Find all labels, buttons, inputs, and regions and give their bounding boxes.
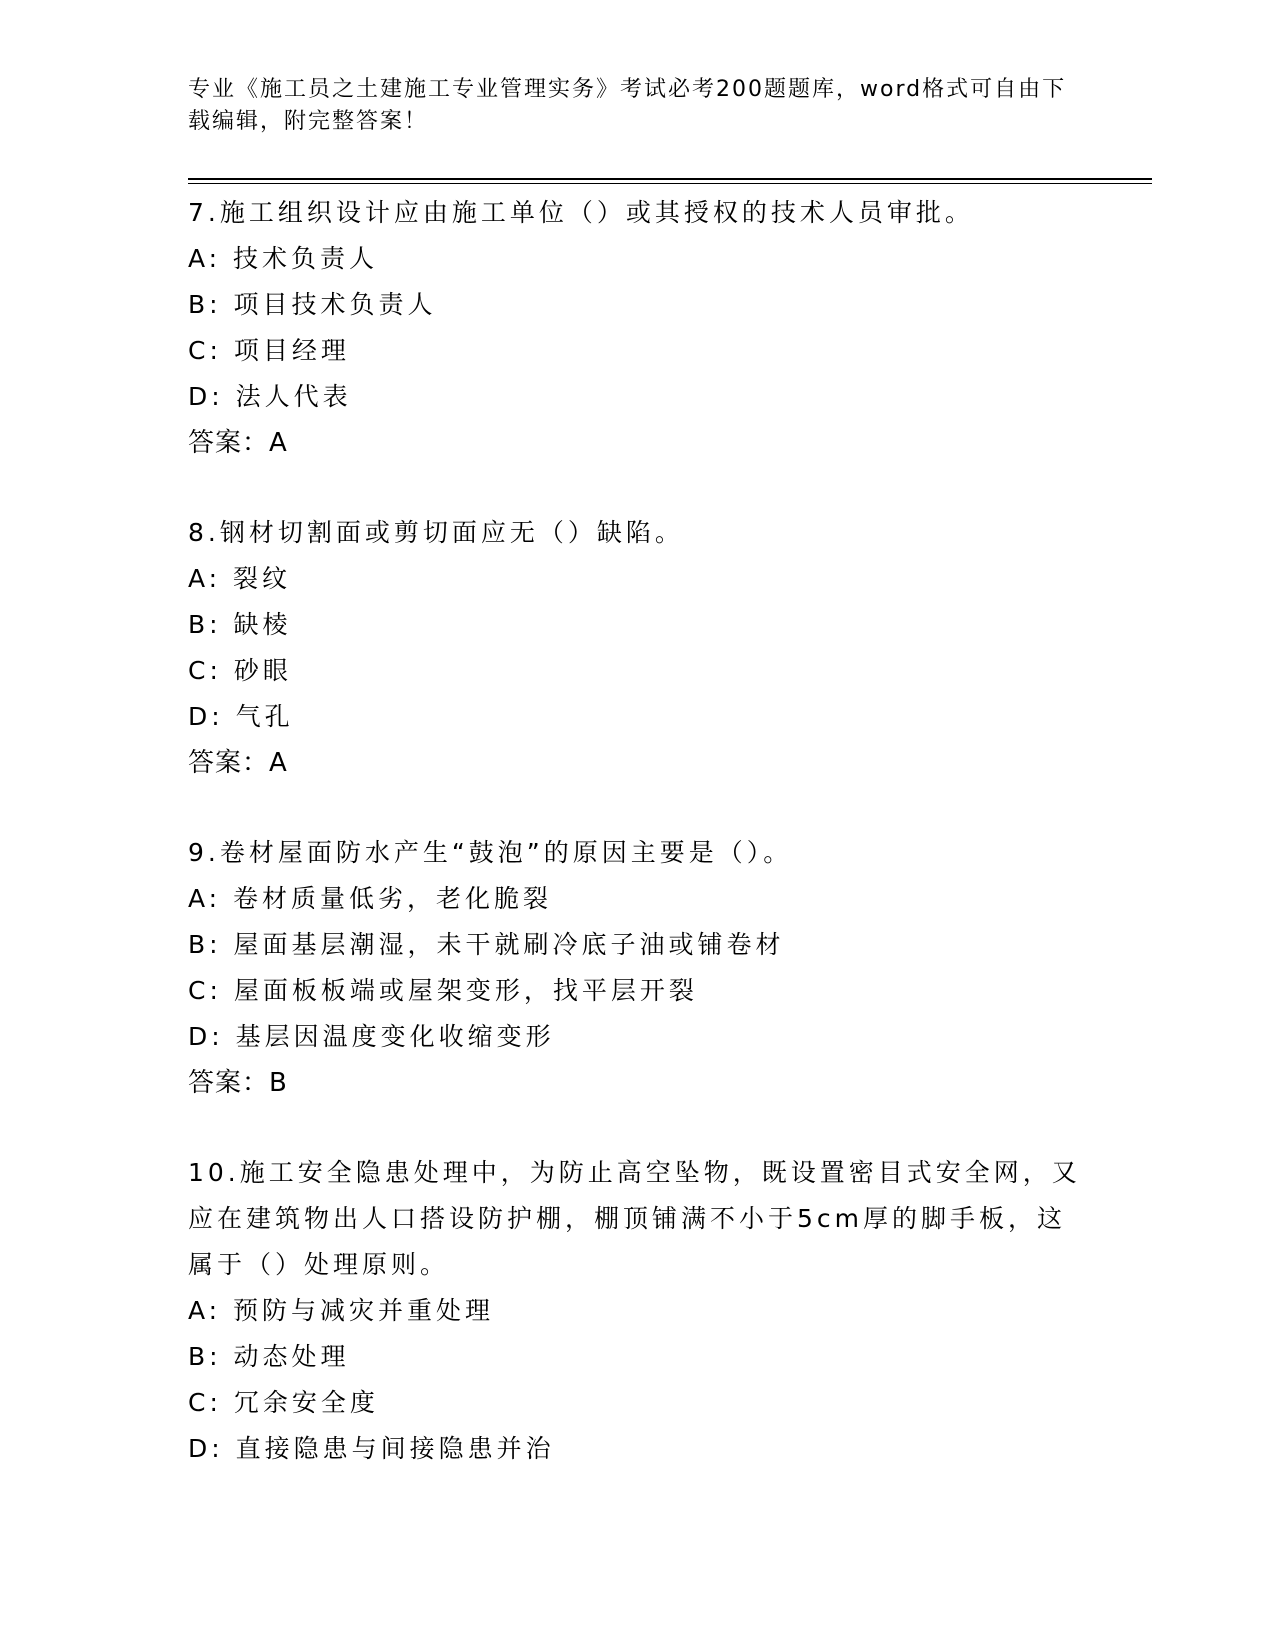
answer-line: 答案：A [188,428,288,458]
question-stem: 10.施工安全隐患处理中，为防止高空坠物，既设置密目式安全网，又应在建筑物出人口搭设防护棚，棚顶铺满不小于5cm厚的脚手板，这属于（）处理原则。 [188,1158,1081,1279]
option-d: D: 法人代表 [188,382,352,411]
option-c: C: 项目经理 [188,336,350,365]
option-b: B: 屋面基层潮湿，未干就刷冷底子油或铺卷材 [188,930,785,959]
option-c: C: 砂眼 [188,656,292,685]
question-stem: 8.钢材切割面或剪切面应无（）缺陷。 [188,518,684,547]
option-c: C: 冗余安全度 [188,1388,379,1417]
option-a: A: 卷材质量低劣，老化脆裂 [188,884,553,913]
question-list [188,190,1088,1472]
option-b: B: 项目技术负责人 [188,290,437,319]
option-a: A: 预防与减灾并重处理 [188,1296,495,1325]
header-divider-thin [188,183,1152,184]
question-gap [188,1106,1088,1150]
question-10 [188,1150,1088,1472]
option-a: A: 技术负责人 [188,244,379,273]
option-c: C: 屋面板板端或屋架变形，找平层开裂 [188,976,698,1005]
question-8 [188,510,1088,786]
document-header: 专业《施工员之土建施工专业管理实务》考试必考200题题库，word格式可自由下载编辑，附完整答案！ [188,77,1067,134]
header-divider-thick [188,178,1152,180]
option-b: B: 缺棱 [188,610,292,639]
answer-line: 答案：B [188,1068,288,1098]
option-b: B: 动态处理 [188,1342,350,1371]
question-gap [188,786,1088,830]
question-7 [188,190,1088,466]
question-9 [188,830,1088,1106]
answer-line: 答案：A [188,748,288,778]
option-a: A: 裂纹 [188,564,292,593]
question-gap [188,466,1088,510]
option-d: D: 气孔 [188,702,294,731]
option-d: D: 直接隐患与间接隐患并治 [188,1434,555,1463]
option-d: D: 基层因温度变化收缩变形 [188,1022,555,1051]
question-stem: 9.卷材屋面防水产生“鼓泡”的原因主要是（）。 [188,838,793,867]
question-stem: 7.施工组织设计应由施工单位（）或其授权的技术人员审批。 [188,198,974,227]
